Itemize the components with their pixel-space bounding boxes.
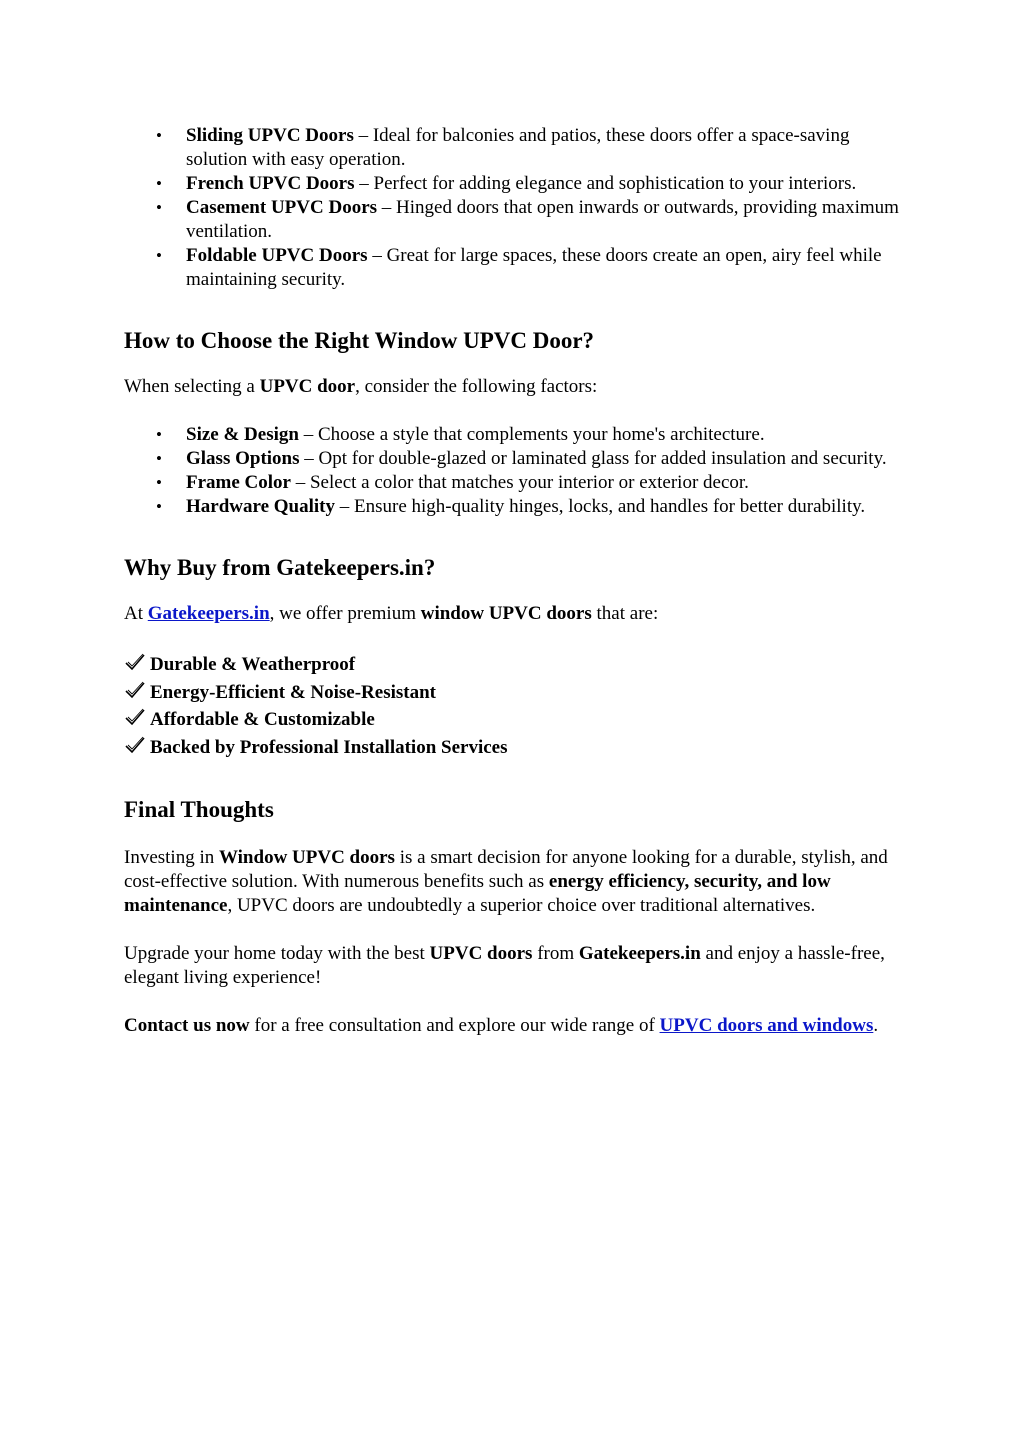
choose-intro: When selecting a UPVC door, consider the following factors: (124, 376, 598, 397)
document-body (124, 124, 904, 1038)
check-mark-icon (124, 706, 150, 734)
section-heading-why: Why Buy from Gatekeepers.in? (124, 555, 436, 580)
factors-list (124, 423, 904, 519)
list-item: • Frame Color – Select a color that matches your interior or exterior decor. (124, 471, 904, 495)
list-item: • Foldable UPVC Doors – Great for large spaces, these doors create an open, airy feel while maintaining security. (124, 244, 904, 292)
check-item: Durable & Weatherproof (124, 651, 904, 679)
final-paragraph-3: Contact us now for a free consultation and explore our wide range of UPVC doors and windows. (124, 1015, 879, 1036)
upvc-doors-windows-link[interactable]: UPVC doors and windows (659, 1015, 874, 1036)
check-mark-icon (124, 734, 150, 762)
check-mark-icon (124, 679, 150, 707)
list-item: • Glass Options – Opt for double-glazed or laminated glass for added insulation and security. (124, 447, 904, 471)
check-item: Energy-Efficient & Noise-Resistant (124, 679, 904, 707)
list-item: • Size & Design – Choose a style that complements your home's architecture. (124, 423, 904, 447)
list-item: • Hardware Quality – Ensure high-quality hinges, locks, and handles for better durability. (124, 495, 904, 519)
section-heading-choose: How to Choose the Right Window UPVC Door? (124, 328, 595, 353)
check-item: Affordable & Customizable (124, 706, 904, 734)
final-paragraph-2: Upgrade your home today with the best UPVC doors from Gatekeepers.in and enjoy a hassle-free, elegant living experience! (124, 943, 885, 988)
check-item: Backed by Professional Installation Services (124, 734, 904, 762)
gatekeepers-link[interactable]: Gatekeepers.in (147, 603, 270, 624)
section-heading-final: Final Thoughts (124, 797, 274, 822)
why-intro: At Gatekeepers.in, we offer premium window UPVC doors that are: (124, 603, 659, 624)
list-item: • French UPVC Doors – Perfect for adding elegance and sophistication to your interiors. (124, 172, 904, 196)
benefits-checklist (124, 651, 904, 761)
final-paragraph-1: Investing in Window UPVC doors is a smart decision for anyone looking for a durable, stylish, and cost-effective solution. With numerous benefits such as energy efficiency, security, and low maintenance, UPVC doors are undoubtedly a superior choice over traditional alternatives. (124, 847, 888, 916)
list-item: • Casement UPVC Doors – Hinged doors that open inwards or outwards, providing maximum ventilation. (124, 196, 904, 244)
check-mark-icon (124, 651, 150, 679)
door-types-list (124, 124, 904, 292)
list-item: • Sliding UPVC Doors – Ideal for balconies and patios, these doors offer a space-saving solution with easy operation. (124, 124, 904, 172)
